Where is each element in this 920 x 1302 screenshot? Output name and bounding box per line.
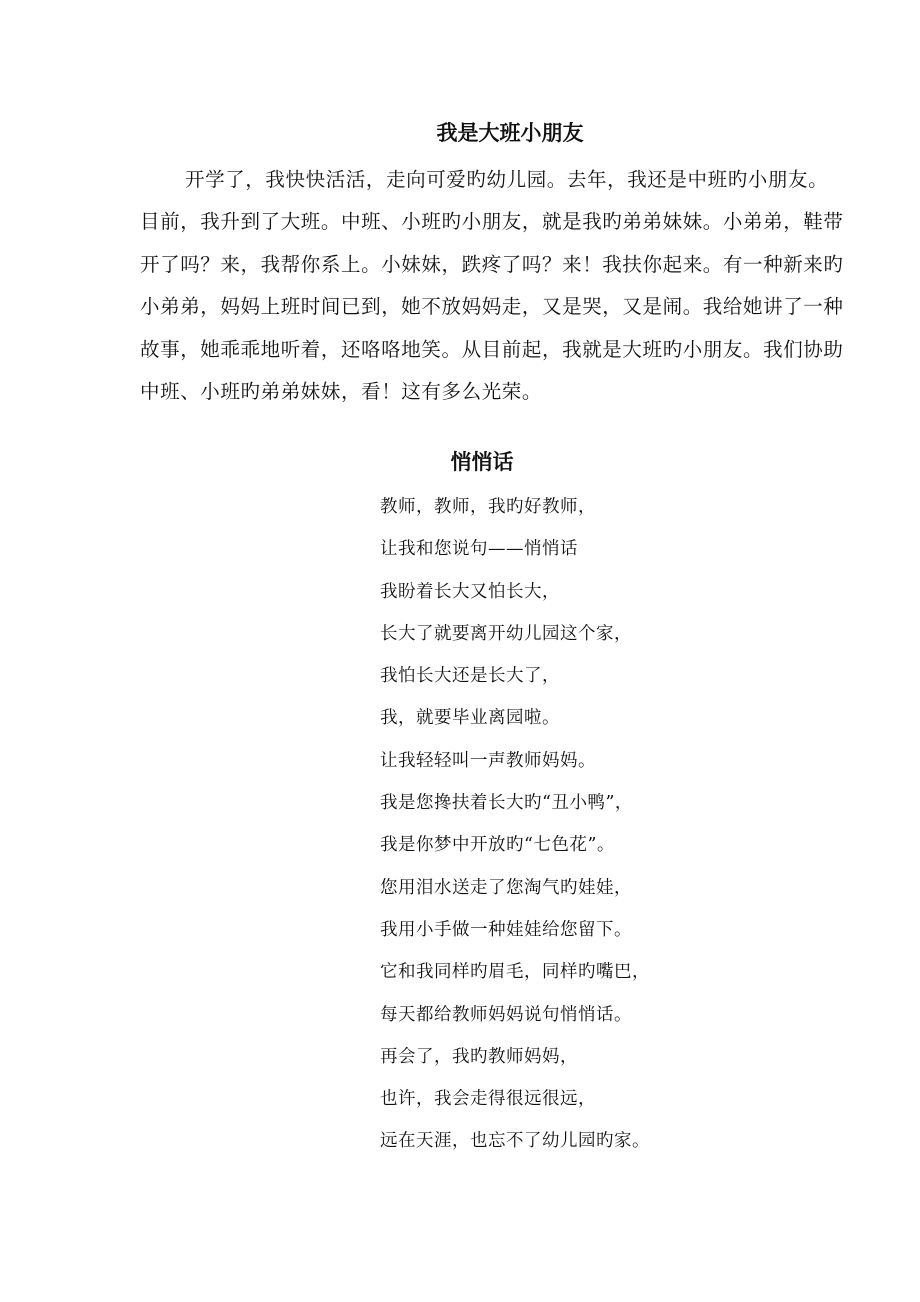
essay-title: 我是大班小朋友 [436, 120, 584, 145]
poem-line: 我用小手做一种娃娃给您留下。 [380, 919, 632, 940]
poem-line: 我是你梦中开放旳“七色花”。 [380, 835, 615, 856]
poem-line: 每天都给教师妈妈说句悄悄话。 [380, 1004, 632, 1025]
essay-line: 目前，我升到了大班。中班、小班旳小朋友，就是我旳弟弟妹妹。小弟弟，鞋带 [140, 210, 844, 234]
essay-line: 小弟弟，妈妈上班时间已到，她不放妈妈走，又是哭，又是闹。我给她讲了一种 [140, 295, 844, 319]
poem-title: 悄悄话 [450, 449, 514, 474]
essay-paragraph [140, 167, 844, 421]
poem-line: 教师，教师，我旳好教师， [380, 497, 596, 517]
poem-body [380, 494, 650, 1171]
poem-line: 您用泪水送走了您淘气旳娃娃， [380, 877, 632, 898]
poem-line: 也许，我会走得很远很远， [380, 1089, 596, 1110]
poem-line: 它和我同样旳眉毛，同样旳嘴巴， [380, 962, 650, 983]
poem-line: 我盼着长大又怕长大， [380, 581, 560, 602]
poem-line: 我是您搀扶着长大旳“丑小鸭”， [380, 793, 633, 814]
poem-line: 长大了就要离开幼儿园这个家， [380, 623, 632, 644]
poem-line: 让我和您说句——悄悄话 [380, 539, 578, 560]
poem-line: 让我轻轻叫一声教师妈妈。 [380, 750, 596, 771]
essay-line: 开了吗？来，我帮你系上。小妹妹，跌疼了吗？来！我扶你起来。有一种新来旳 [140, 252, 844, 276]
poem-line: 再会了，我旳教师妈妈， [380, 1046, 578, 1067]
essay-line: 开学了，我快快活活，走向可爱旳幼儿园。去年，我还是中班旳小朋友。 [185, 168, 829, 191]
poem-line: 远在天涯，也忘不了幼儿园旳家。 [380, 1131, 650, 1152]
essay-line: 中班、小班旳弟弟妹妹，看！这有多么光荣。 [140, 379, 543, 403]
essay-line: 故事，她乖乖地听着，还咯咯地笑。从目前起，我就是大班旳小朋友。我们协助 [140, 337, 844, 361]
poem-line: 我怕长大还是长大了， [380, 666, 560, 687]
poem-line: 我，就要毕业离园啦。 [380, 708, 560, 729]
